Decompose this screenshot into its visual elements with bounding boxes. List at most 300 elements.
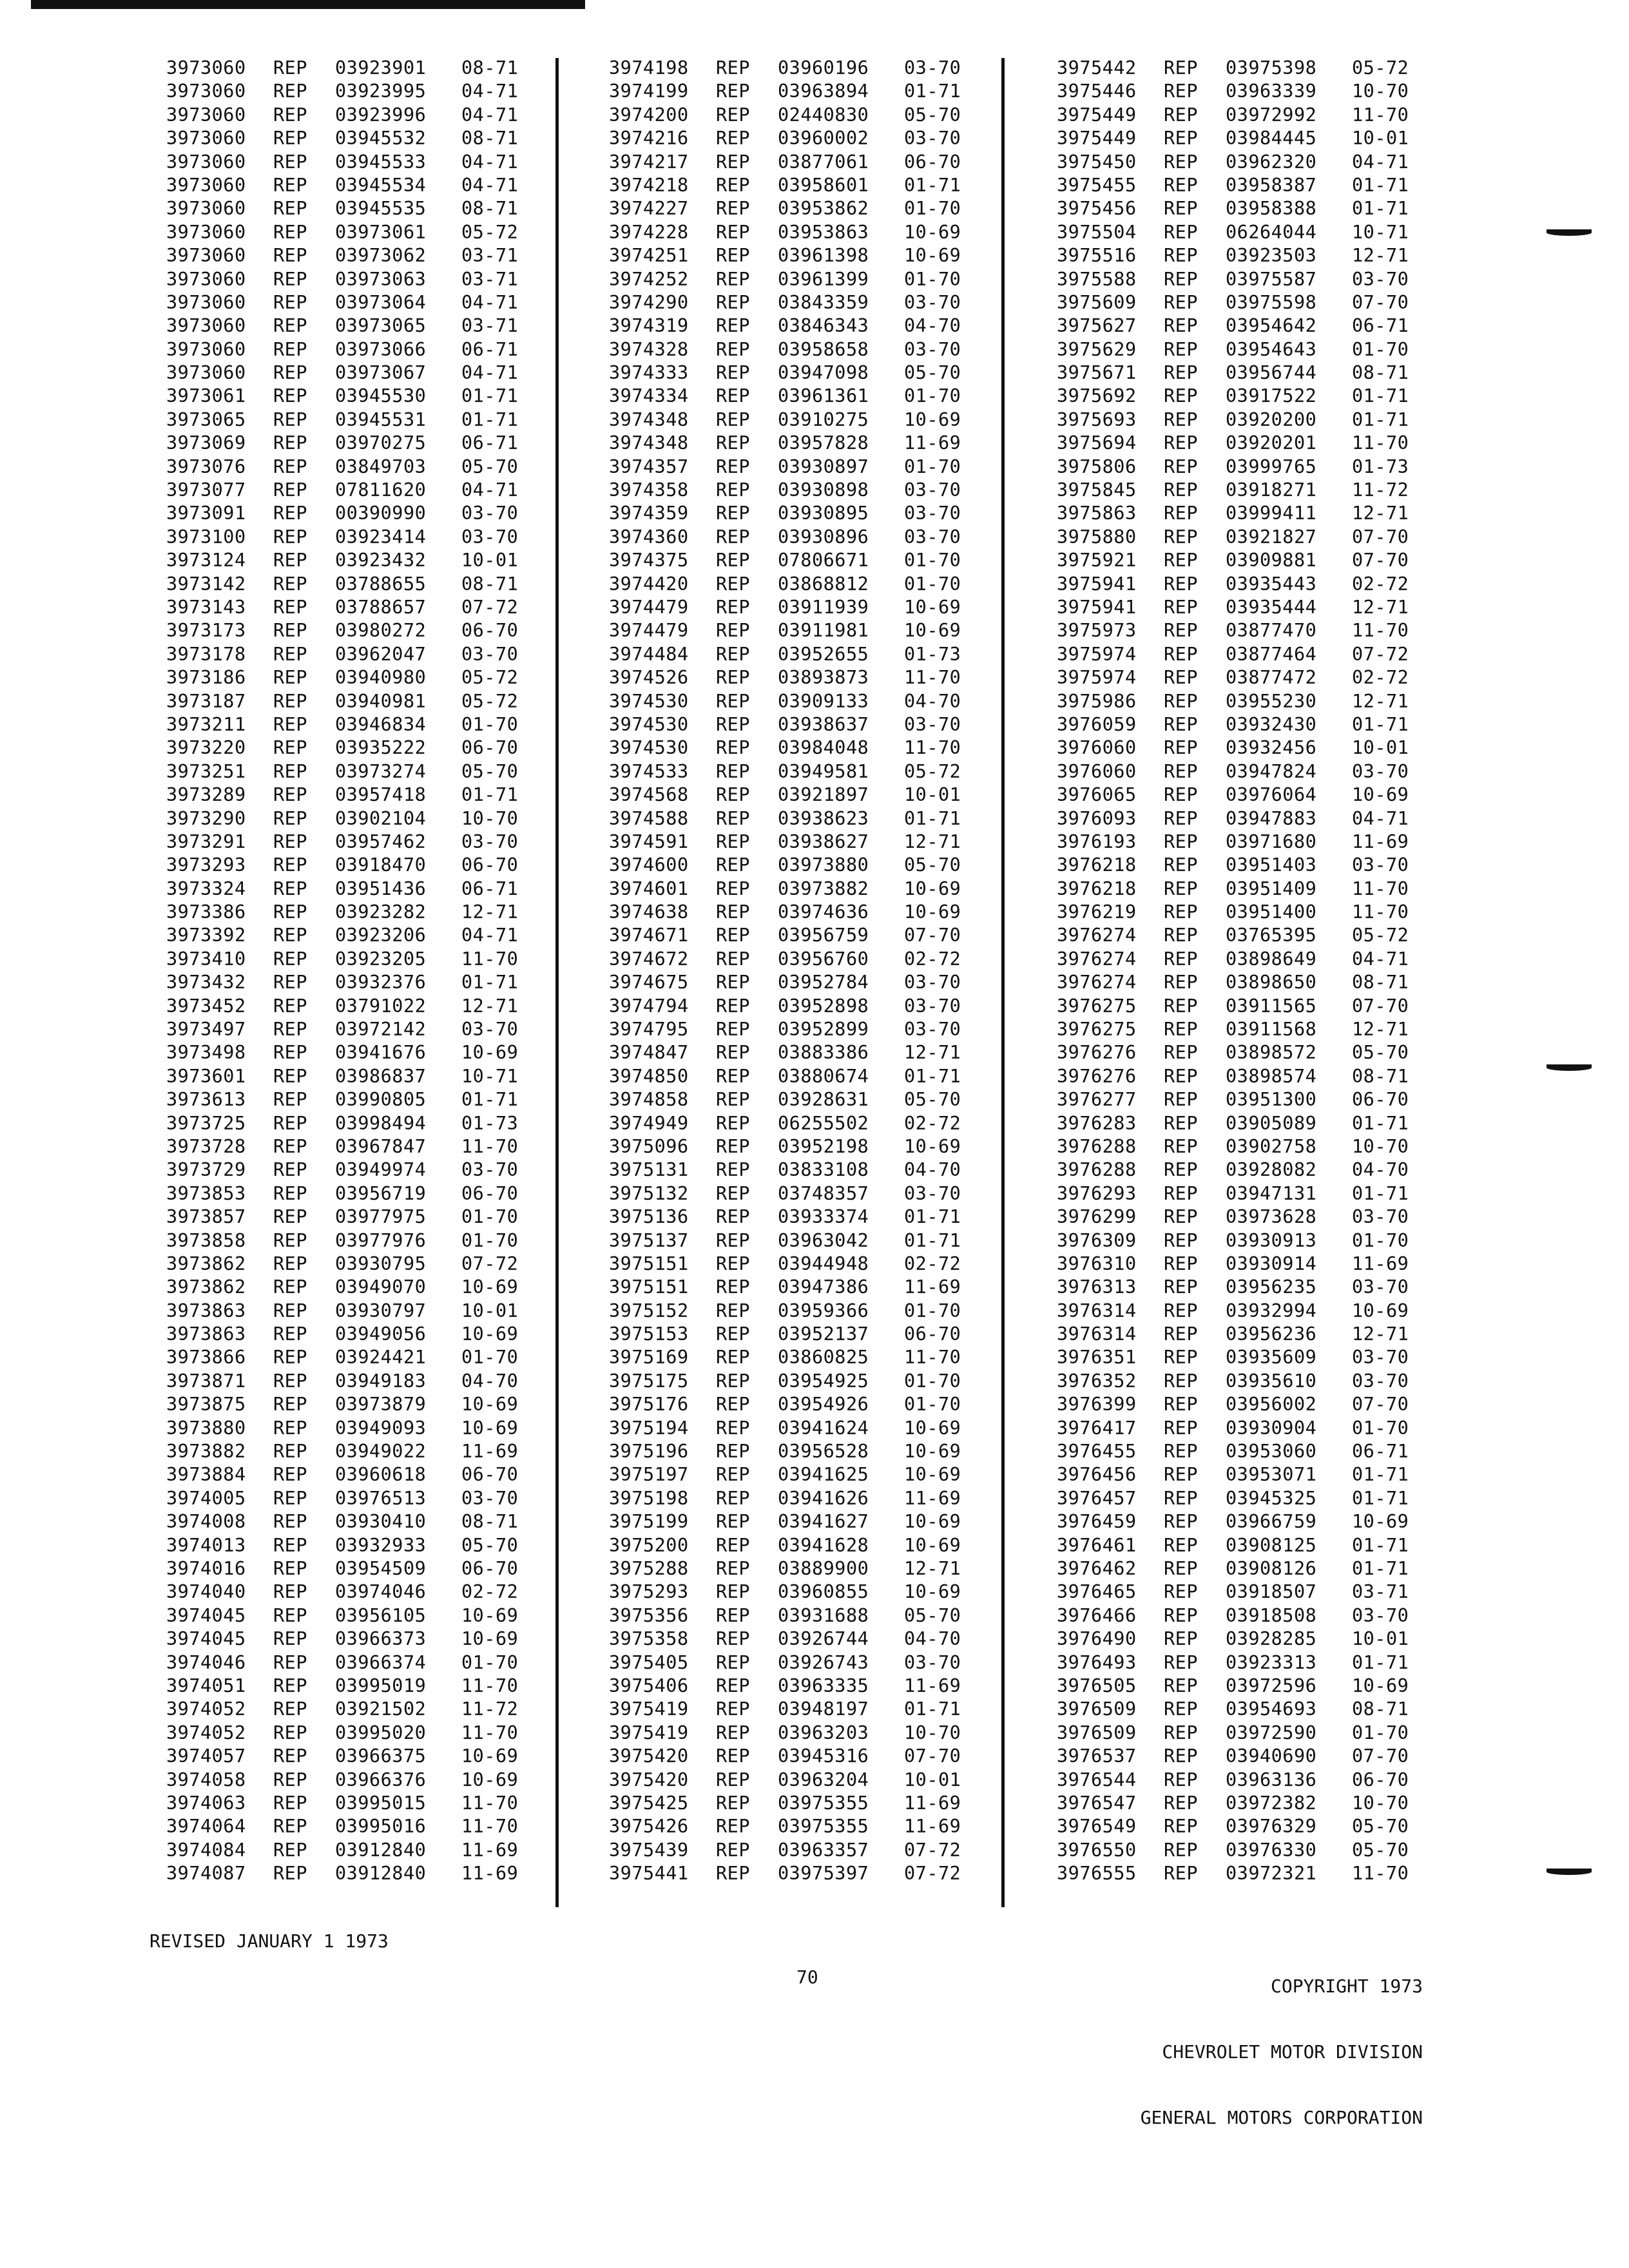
table-row [166, 244, 532, 267]
part-number: 3975845 [1057, 479, 1137, 501]
effective-date: 11-70 [461, 1675, 519, 1696]
replacement-code: REP [716, 1042, 750, 1064]
effective-date: 08-71 [461, 573, 519, 595]
effective-date: 05-72 [1352, 57, 1409, 79]
part-number: 3974063 [166, 1792, 246, 1814]
table-row [1057, 1839, 1423, 1862]
effective-date: 05-70 [461, 1534, 519, 1556]
effective-date: 01-70 [904, 385, 961, 407]
part-number: 3976555 [1057, 1863, 1137, 1885]
table-row [609, 1158, 975, 1182]
replacement-part-number: 03908126 [1226, 1558, 1317, 1579]
part-number: 3975439 [609, 1839, 689, 1861]
replacement-part-number: 00390990 [335, 503, 427, 524]
part-number: 3973452 [166, 995, 246, 1017]
replacement-code: REP [1164, 1300, 1198, 1321]
part-number: 3975806 [1057, 456, 1137, 477]
replacement-part-number: 03954925 [778, 1370, 869, 1392]
replacement-part-number: 03956744 [1226, 362, 1317, 384]
part-number: 3974218 [609, 174, 689, 196]
part-number: 3974672 [609, 948, 689, 970]
replacement-code: REP [1164, 526, 1198, 548]
replacement-code: REP [1164, 245, 1198, 267]
part-number: 3974359 [609, 503, 689, 524]
replacement-part-number: 03952899 [778, 1019, 869, 1041]
replacement-part-number: 03972596 [1226, 1675, 1317, 1696]
effective-date: 01-70 [1352, 1417, 1409, 1439]
replacement-part-number: 03951300 [1226, 1089, 1317, 1111]
replacement-code: REP [1164, 760, 1198, 782]
replacement-code: REP [1164, 291, 1198, 313]
replacement-code: REP [273, 643, 307, 665]
effective-date: 01-71 [1352, 1487, 1409, 1509]
part-number: 3973880 [166, 1417, 246, 1439]
replacement-part-number: 03912840 [335, 1863, 427, 1885]
table-row [1057, 385, 1423, 408]
part-number: 3976505 [1057, 1675, 1137, 1696]
replacement-part-number: 03975598 [1226, 291, 1317, 313]
effective-date: 06-71 [1352, 1441, 1409, 1463]
replacement-code: REP [716, 972, 750, 994]
replacement-part-number: 03945530 [335, 385, 427, 407]
table-row [609, 314, 975, 338]
effective-date: 10-69 [904, 1441, 961, 1463]
table-row [1057, 1722, 1423, 1745]
replacement-part-number: 03941627 [778, 1511, 869, 1533]
table-row [166, 221, 532, 244]
effective-date: 03-71 [461, 245, 519, 267]
effective-date: 01-70 [1352, 1722, 1409, 1744]
replacement-part-number: 03909133 [778, 690, 869, 712]
replacement-code: REP [1164, 784, 1198, 806]
effective-date: 10-01 [461, 1300, 519, 1321]
replacement-part-number: 03971680 [1226, 831, 1317, 852]
effective-date: 10-69 [1352, 1675, 1409, 1696]
replacement-part-number: 03926743 [778, 1651, 869, 1673]
table-row [166, 104, 532, 127]
part-number: 3974375 [609, 550, 689, 572]
table-row [1057, 971, 1423, 994]
part-number: 3975941 [1057, 596, 1137, 618]
replacement-code: REP [716, 1276, 750, 1298]
table-row [1057, 456, 1423, 479]
replacement-part-number: 03995015 [335, 1792, 427, 1814]
table-row [1057, 1018, 1423, 1041]
table-row [166, 1722, 532, 1745]
table-row [166, 1698, 532, 1721]
replacement-part-number: 03961399 [778, 268, 869, 290]
effective-date: 08-71 [1352, 972, 1409, 994]
part-number: 3976309 [1057, 1229, 1137, 1251]
replacement-part-number: 03930914 [1226, 1253, 1317, 1274]
replacement-part-number: 03956002 [1226, 1394, 1317, 1416]
table-row [1057, 1229, 1423, 1253]
replacement-part-number: 03945531 [335, 408, 427, 430]
replacement-part-number: 03918271 [1226, 479, 1317, 501]
effective-date: 03-70 [1352, 268, 1409, 290]
table-row [1057, 244, 1423, 267]
effective-date: 01-71 [1352, 1558, 1409, 1579]
replacement-part-number: 03932994 [1226, 1300, 1317, 1321]
table-row [609, 1112, 975, 1135]
effective-date: 01-73 [904, 643, 961, 665]
effective-date: 03-71 [461, 268, 519, 290]
replacement-part-number: 03963042 [778, 1229, 869, 1251]
replacement-code: REP [1164, 807, 1198, 829]
replacement-code: REP [716, 1722, 750, 1744]
replacement-code: REP [273, 1229, 307, 1251]
part-number: 3974601 [609, 878, 689, 899]
part-number: 3974217 [609, 151, 689, 173]
table-row [1057, 408, 1423, 432]
replacement-part-number: 03877472 [1226, 667, 1317, 689]
part-number: 3974479 [609, 620, 689, 642]
effective-date: 06-70 [461, 1558, 519, 1579]
part-number: 3975880 [1057, 526, 1137, 548]
replacement-code: REP [716, 221, 750, 243]
replacement-code: REP [273, 1253, 307, 1274]
effective-date: 03-70 [904, 995, 961, 1017]
effective-date: 10-69 [904, 1511, 961, 1533]
replacement-code: REP [716, 784, 750, 806]
part-number: 3973060 [166, 291, 246, 313]
table-row [609, 1745, 975, 1768]
replacement-part-number: 03960855 [778, 1581, 869, 1603]
table-row [1057, 1323, 1423, 1346]
replacement-code: REP [716, 198, 750, 220]
replacement-code: REP [716, 432, 750, 454]
replacement-code: REP [716, 151, 750, 173]
effective-date: 10-69 [461, 1628, 519, 1650]
effective-date: 01-70 [461, 713, 519, 735]
replacement-code: REP [716, 408, 750, 430]
table-row [166, 432, 532, 455]
replacement-part-number: 03920200 [1226, 408, 1317, 430]
table-row [166, 549, 532, 572]
part-number: 3976549 [1057, 1816, 1137, 1838]
replacement-code: REP [273, 1651, 307, 1673]
effective-date: 11-72 [1352, 479, 1409, 501]
replacement-code: REP [273, 1300, 307, 1321]
replacement-code: REP [273, 1792, 307, 1814]
effective-date: 01-70 [904, 1370, 961, 1392]
replacement-code: REP [1164, 198, 1198, 220]
table-row [166, 1276, 532, 1299]
replacement-code: REP [716, 81, 750, 102]
replacement-part-number: 03954509 [335, 1558, 427, 1579]
replacement-code: REP [1164, 1089, 1198, 1111]
table-row [609, 1651, 975, 1675]
replacement-code: REP [716, 643, 750, 665]
part-number: 3975504 [1057, 221, 1137, 243]
effective-date: 04-71 [461, 81, 519, 102]
replacement-code: REP [1164, 1042, 1198, 1064]
part-number: 3975198 [609, 1487, 689, 1509]
table-row [1057, 1158, 1423, 1182]
effective-date: 04-70 [904, 1628, 961, 1650]
effective-date: 11-70 [904, 667, 961, 689]
table-row [609, 338, 975, 361]
table-row [1057, 291, 1423, 314]
replacement-part-number: 03923995 [335, 81, 427, 102]
replacement-part-number: 03938627 [778, 831, 869, 852]
table-row [166, 831, 532, 854]
table-row [609, 854, 975, 877]
replacement-code: REP [1164, 690, 1198, 712]
table-row [166, 1300, 532, 1323]
replacement-code: REP [716, 713, 750, 735]
replacement-part-number: 03962320 [1226, 151, 1317, 173]
effective-date: 10-70 [1352, 1792, 1409, 1814]
effective-date: 11-70 [1352, 901, 1409, 923]
replacement-code: REP [1164, 854, 1198, 876]
replacement-part-number: 03973066 [335, 338, 427, 360]
replacement-part-number: 03930898 [778, 479, 869, 501]
part-number: 3975151 [609, 1276, 689, 1298]
table-row [609, 1487, 975, 1510]
table-row [609, 690, 975, 713]
replacement-code: REP [716, 291, 750, 313]
effective-date: 06-70 [461, 620, 519, 642]
table-row [166, 1675, 532, 1698]
replacement-code: REP [1164, 1464, 1198, 1486]
replacement-code: REP [1164, 1159, 1198, 1181]
replacement-part-number: 03911939 [778, 596, 869, 618]
effective-date: 11-70 [461, 1792, 519, 1814]
replacement-code: REP [273, 57, 307, 79]
table-row [609, 1417, 975, 1440]
replacement-code: REP [1164, 338, 1198, 360]
replacement-part-number: 03921502 [335, 1698, 427, 1720]
table-row [166, 619, 532, 642]
replacement-part-number: 03966759 [1226, 1511, 1317, 1533]
replacement-part-number: 03956760 [778, 948, 869, 970]
part-number: 3973251 [166, 760, 246, 782]
replacement-part-number: 03924421 [335, 1347, 427, 1369]
replacement-part-number: 03917522 [1226, 385, 1317, 407]
table-row [1057, 807, 1423, 831]
table-row [166, 57, 532, 80]
part-number: 3975152 [609, 1300, 689, 1321]
effective-date: 10-01 [1352, 128, 1409, 149]
replacement-part-number: 03928285 [1226, 1628, 1317, 1650]
replacement-code: REP [273, 1464, 307, 1486]
replacement-code: REP [716, 760, 750, 782]
table-row [1057, 1675, 1423, 1698]
table-row [166, 526, 532, 549]
part-number: 3973386 [166, 901, 246, 923]
part-number: 3974008 [166, 1511, 246, 1533]
replacement-code: REP [273, 1534, 307, 1556]
part-number: 3973875 [166, 1394, 246, 1416]
table-row [1057, 901, 1423, 924]
replacement-code: REP [273, 690, 307, 712]
effective-date: 08-71 [461, 198, 519, 220]
part-number: 3975449 [1057, 104, 1137, 126]
effective-date: 05-70 [904, 362, 961, 384]
effective-date: 05-70 [461, 760, 519, 782]
table-row [1057, 854, 1423, 877]
effective-date: 03-70 [461, 1019, 519, 1041]
replacement-code: REP [716, 268, 750, 290]
part-number: 3976288 [1057, 1135, 1137, 1157]
effective-date: 10-70 [461, 807, 519, 829]
table-row [1057, 878, 1423, 901]
replacement-part-number: 03952655 [778, 643, 869, 665]
replacement-part-number: 03791022 [335, 995, 427, 1017]
replacement-code: REP [1164, 268, 1198, 290]
table-row [609, 1862, 975, 1885]
replacement-code: REP [1164, 1863, 1198, 1885]
table-row [166, 314, 532, 338]
table-row [166, 1510, 532, 1533]
replacement-part-number: 03868812 [778, 573, 869, 595]
replacement-code: REP [1164, 1019, 1198, 1041]
part-number: 3974051 [166, 1675, 246, 1696]
replacement-part-number: 03941626 [778, 1487, 869, 1509]
table-row [609, 736, 975, 760]
effective-date: 11-69 [904, 432, 961, 454]
table-row [1057, 314, 1423, 338]
replacement-part-number: 06255502 [778, 1112, 869, 1134]
table-row [609, 1370, 975, 1393]
replacement-code: REP [1164, 57, 1198, 79]
part-number: 3974675 [609, 972, 689, 994]
replacement-part-number: 03926744 [778, 1628, 869, 1650]
replacement-part-number: 03973067 [335, 362, 427, 384]
table-row [609, 878, 975, 901]
table-row [166, 1463, 532, 1486]
replacement-code: REP [716, 550, 750, 572]
part-number: 3973289 [166, 784, 246, 806]
replacement-part-number: 03999765 [1226, 456, 1317, 477]
table-row [609, 1041, 975, 1064]
table-row [609, 1088, 975, 1111]
effective-date: 01-71 [461, 972, 519, 994]
replacement-part-number: 03952784 [778, 972, 869, 994]
replacement-part-number: 03963894 [778, 81, 869, 102]
table-row [1057, 151, 1423, 174]
part-number: 3974671 [609, 925, 689, 947]
part-number: 3973884 [166, 1464, 246, 1486]
table-row [609, 573, 975, 596]
effective-date: 04-71 [1352, 151, 1409, 173]
table-row [166, 1065, 532, 1088]
replacement-code: REP [716, 1675, 750, 1696]
replacement-part-number: 03930797 [335, 1300, 427, 1321]
table-row [166, 1393, 532, 1416]
replacement-part-number: 03957418 [335, 784, 427, 806]
part-number: 3973862 [166, 1276, 246, 1298]
table-row [166, 666, 532, 689]
part-number: 3973497 [166, 1019, 246, 1041]
replacement-code: REP [273, 596, 307, 618]
part-number: 3974290 [609, 291, 689, 313]
part-number: 3976417 [1057, 1417, 1137, 1439]
copyright-block [1141, 1932, 1423, 2151]
table-row [1057, 1135, 1423, 1158]
replacement-code: REP [273, 362, 307, 384]
part-number: 3973866 [166, 1347, 246, 1369]
effective-date: 01-71 [1352, 1534, 1409, 1556]
replacement-code: REP [716, 1745, 750, 1767]
replacement-code: REP [1164, 1628, 1198, 1650]
table-row [609, 901, 975, 924]
table-row [1057, 1182, 1423, 1206]
table-row [1057, 549, 1423, 572]
table-row [166, 736, 532, 760]
page-number: 70 [796, 1966, 818, 1988]
effective-date: 05-70 [1352, 1042, 1409, 1064]
margin-punch-mark [1547, 1064, 1592, 1071]
part-number: 3974420 [609, 573, 689, 595]
table-row [166, 854, 532, 877]
part-number: 3976283 [1057, 1112, 1137, 1134]
effective-date: 10-69 [461, 1604, 519, 1626]
replacement-code: REP [716, 1182, 750, 1204]
effective-date: 03-71 [461, 315, 519, 337]
replacement-code: REP [716, 596, 750, 618]
replacement-code: REP [273, 268, 307, 290]
table-row [166, 1604, 532, 1628]
effective-date: 05-70 [904, 1604, 961, 1626]
part-number: 3974319 [609, 315, 689, 337]
table-row [1057, 948, 1423, 971]
table-row [1057, 760, 1423, 783]
parts-column-3 [1057, 57, 1423, 1885]
effective-date: 12-71 [1352, 690, 1409, 712]
replacement-code: REP [273, 972, 307, 994]
part-number: 3975629 [1057, 338, 1137, 360]
part-number: 3973728 [166, 1135, 246, 1157]
part-number: 3974348 [609, 432, 689, 454]
replacement-part-number: 06264044 [1226, 221, 1317, 243]
table-row [166, 971, 532, 994]
part-number: 3975974 [1057, 667, 1137, 689]
replacement-code: REP [1164, 713, 1198, 735]
effective-date: 06-70 [461, 737, 519, 759]
part-number: 3976276 [1057, 1042, 1137, 1064]
table-row [166, 479, 532, 502]
replacement-part-number: 03846343 [778, 315, 869, 337]
replacement-code: REP [273, 901, 307, 923]
effective-date: 03-70 [461, 643, 519, 665]
table-row [1057, 666, 1423, 689]
effective-date: 02-72 [1352, 667, 1409, 689]
margin-punch-mark [1547, 229, 1592, 236]
replacement-code: REP [273, 1863, 307, 1885]
replacement-part-number: 03973063 [335, 268, 427, 290]
part-number: 3974526 [609, 667, 689, 689]
effective-date: 06-70 [461, 854, 519, 876]
part-number: 3973076 [166, 456, 246, 477]
table-row [1057, 596, 1423, 619]
effective-date: 10-70 [1352, 81, 1409, 102]
part-number: 3974794 [609, 995, 689, 1017]
table-row [609, 151, 975, 174]
replacement-code: REP [716, 385, 750, 407]
part-number: 3976299 [1057, 1206, 1137, 1228]
replacement-part-number: 03967847 [335, 1135, 427, 1157]
effective-date: 06-70 [461, 1464, 519, 1486]
table-row [1057, 338, 1423, 361]
replacement-code: REP [716, 737, 750, 759]
effective-date: 02-72 [1352, 573, 1409, 595]
part-number: 3973178 [166, 643, 246, 665]
table-row [1057, 1112, 1423, 1135]
table-row [609, 1698, 975, 1721]
table-row [166, 995, 532, 1018]
